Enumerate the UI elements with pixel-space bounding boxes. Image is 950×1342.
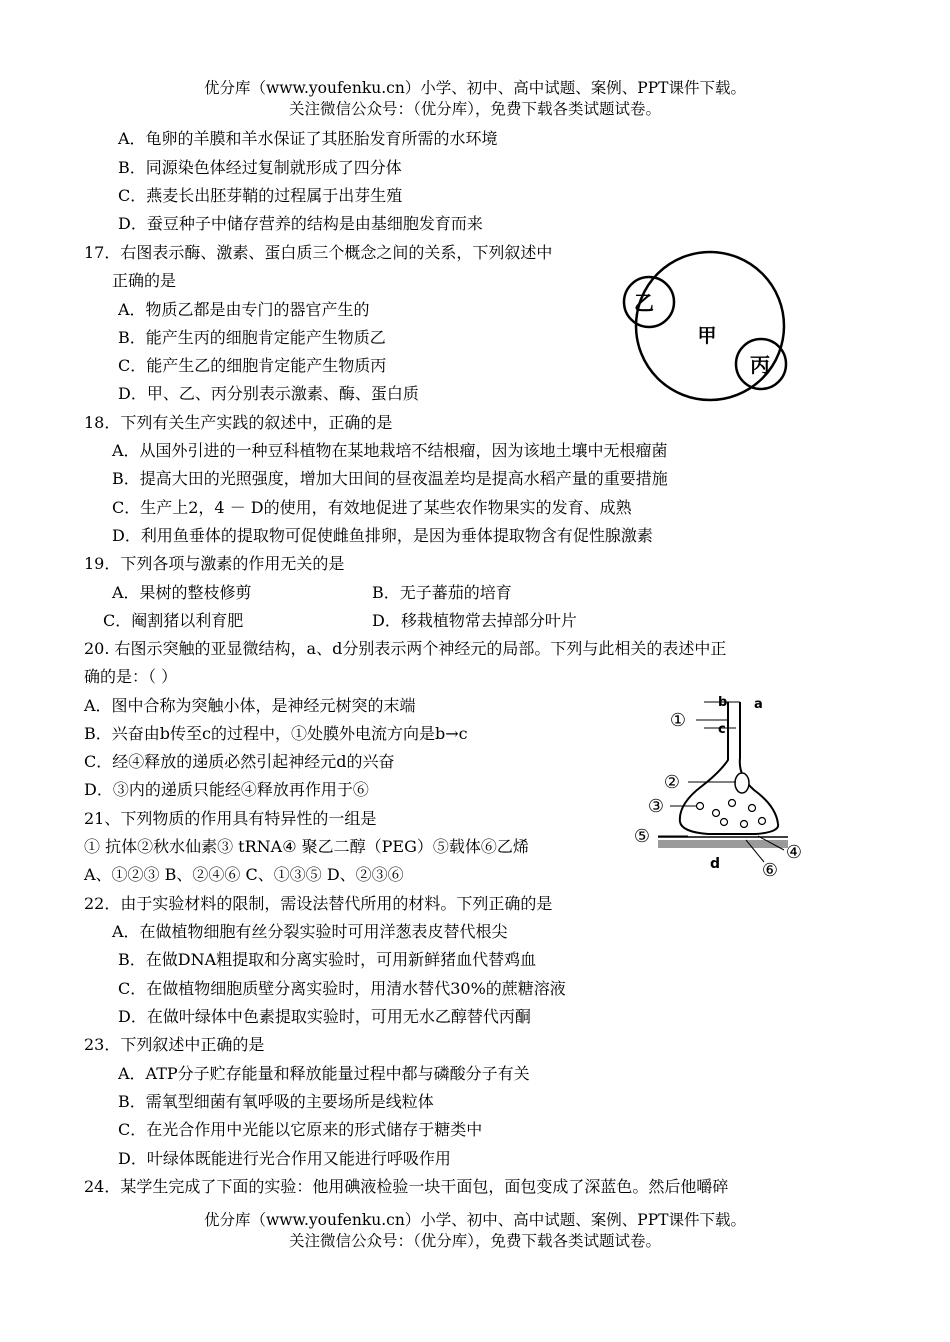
q24-stem: 24．某学生完成了下面的实验：他用碘液检验一块干面包，面包变成了深蓝色。然后他嚼碎 — [84, 1177, 729, 1196]
label-4: ④ — [785, 842, 803, 863]
q20-synapse-figure — [628, 690, 808, 880]
label-2: ② — [663, 772, 681, 793]
q20-option-b: B．兴奋由b传至c的过程中，①处膜外电流方向是b→c — [84, 724, 468, 743]
footer-line-1: 优分库（www.youfenku.cn）小学、初中、高中试题、案例、PPT课件下载。 — [203, 1211, 747, 1229]
q20-option-d: D．③内的递质只能经④释放再作用于⑥ — [84, 780, 369, 799]
label-3: ③ — [647, 796, 665, 817]
q23-option-c: C．在光合作用中光能以它原来的形式储存于糖类中 — [118, 1120, 483, 1139]
label-d: d — [710, 856, 721, 872]
q22-option-b: B．在做DNA粗提取和分离实验时，可用新鲜猪血代替鸡血 — [118, 950, 537, 969]
label-a: a — [754, 697, 763, 712]
q20-option-a: A．图中合称为突触小体，是神经元树突的末端 — [84, 696, 416, 715]
q16-option-c: C．燕麦长出胚芽鞘的过程属于出芽生殖 — [118, 186, 403, 205]
q17-venn-figure — [615, 250, 815, 405]
label-bing: 丙 — [750, 353, 770, 377]
vesicle — [721, 819, 728, 826]
q23-stem: 23．下列叙述中正确的是 — [84, 1035, 265, 1054]
q18-option-a: A．从国外引进的一种豆科植物在某地栽培不结根瘤，因为该地土壤中无根瘤菌 — [112, 441, 668, 460]
q20-stem-1: 20. 右图示突触的亚显微结构，a、d分别表示两个神经元的局部。下列与此相关的表述中正 — [84, 639, 727, 658]
vesicle — [749, 805, 756, 812]
q22-stem: 22．由于实验材料的限制，需设法替代所用的材料。下列正确的是 — [84, 894, 553, 913]
q21-options: A、①②③ B、②④⑥ C、①③⑤ D、②③⑥ — [84, 865, 404, 884]
q23-option-a: A．ATP分子贮存能量和释放能量过程中都与磷酸分子有关 — [118, 1064, 530, 1083]
q18-option-c: C．生产上2，4 － D的使用，有效地促进了某些农作物果实的发育、成熟 — [112, 498, 632, 517]
q18-option-b: B．提高大田的光照强度，增加大田间的昼夜温差均是提高水稻产量的重要措施 — [112, 469, 668, 488]
q19-option-c: C．阉割猪以利育肥 — [103, 611, 244, 630]
q22-option-d: D．在做叶绿体中色素提取实验时，可用无水乙醇替代丙酮 — [118, 1007, 531, 1026]
q23-option-d: D．叶绿体既能进行光合作用又能进行呼吸作用 — [118, 1149, 451, 1168]
q17-option-d: D．甲、乙、丙分别表示激素、酶、蛋白质 — [118, 384, 419, 403]
q21-stem: 21、下列物质的作用具有特异性的一组是 — [84, 809, 377, 828]
label-6: ⑥ — [761, 860, 779, 880]
vesicle — [741, 821, 748, 828]
label-jia: 甲 — [697, 325, 717, 347]
q20-stem-2: 确的是：（ ） — [84, 667, 178, 686]
label-yi: 乙 — [634, 291, 654, 315]
q22-option-c: C．在做植物细胞质壁分离实验时，用清水替代30%的蔗糖溶液 — [118, 979, 566, 998]
footer-line-2: 关注微信公众号：（优分库），免费下载各类试题试卷。 — [288, 1232, 661, 1250]
q19-option-a: A．果树的整枝修剪 — [112, 583, 252, 602]
q20-option-c: C．经④释放的递质必然引起神经元d的兴奋 — [84, 752, 395, 771]
label-b: b — [718, 695, 728, 710]
q19-stem: 19．下列各项与激素的作用无关的是 — [84, 554, 345, 573]
q17-stem-1: 17．右图表示酶、激素、蛋白质三个概念之间的关系，下列叙述中 — [84, 243, 553, 262]
q17-option-a: A．物质乙都是由专门的器官产生的 — [118, 300, 370, 319]
q21-items: ① 抗体②秋水仙素③ tRNA④ 聚乙二醇（PEG）⑤载体⑥乙烯 — [84, 837, 529, 856]
q17-option-b: B．能产生丙的细胞肯定能产生物质乙 — [118, 328, 386, 347]
header-line-1: 优分库（www.youfenku.cn）小学、初中、高中试题、案例、PPT课件下载。 — [203, 79, 747, 97]
label-1: ① — [669, 710, 687, 731]
q16-option-b: B．同源染色体经过复制就形成了四分体 — [118, 158, 402, 177]
q16-option-a: A．龟卵的羊膜和羊水保证了其胚胎发育所需的水环境 — [118, 129, 498, 148]
vesicle — [713, 810, 720, 817]
label-c: c — [718, 722, 726, 737]
q18-option-d: D．利用鱼垂体的提取物可促使雌鱼排卵，是因为垂体提取物含有促性腺激素 — [112, 526, 653, 545]
q22-option-a: A．在做植物细胞有丝分裂实验时可用洋葱表皮替代根尖 — [112, 922, 508, 941]
vesicle — [759, 818, 766, 825]
q16-option-d: D．蚕豆种子中储存营养的结构是由基细胞发育而来 — [118, 214, 483, 233]
q17-stem-2: 正确的是 — [112, 271, 177, 290]
vesicle — [697, 803, 704, 810]
q19-option-b: B．无子蕃茄的培育 — [372, 583, 512, 602]
q23-option-b: B．需氧型细菌有氧呼吸的主要场所是线粒体 — [118, 1092, 434, 1111]
vesicle — [729, 800, 736, 807]
header-line-2: 关注微信公众号：（优分库），免费下载各类试题试卷。 — [288, 100, 661, 118]
q18-stem: 18．下列有关生产实践的叙述中，正确的是 — [84, 413, 393, 432]
mitochondrion — [735, 773, 749, 793]
label-5: ⑤ — [633, 826, 651, 847]
q19-option-d: D．移栽植物常去掉部分叶片 — [372, 611, 577, 630]
q17-option-c: C．能产生乙的细胞肯定能产生物质丙 — [118, 356, 387, 375]
axon-outer-line — [740, 702, 778, 824]
